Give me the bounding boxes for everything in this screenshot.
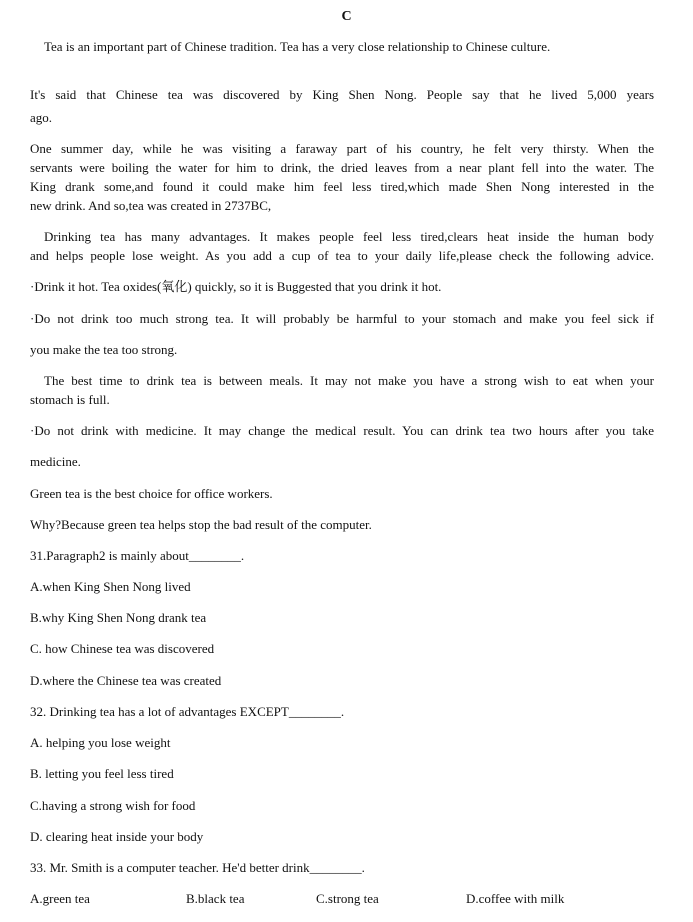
paragraph-7: Why?Because green tea helps stop the bad result of the computer. xyxy=(30,517,372,532)
advice-3-line-1: ·Do not drink with medicine. It may change the medical result. You can drink tea two hours after you take xyxy=(30,423,654,438)
paragraph-2-line-2: ago. xyxy=(30,110,53,125)
advice-3-line-2: medicine. xyxy=(30,454,81,469)
paragraph-5-line-2: stomach is full. xyxy=(30,392,110,407)
question-33-option-a: A.green tea xyxy=(30,891,90,906)
advice-2-line-2: you make the tea too strong. xyxy=(30,342,178,357)
paragraph-4-line-2: and helps people lose weight. As you add a cup of tea to your daily life,please check the following advice. xyxy=(30,248,654,263)
question-31-stem: 31.Paragraph2 is mainly about________. xyxy=(30,548,245,563)
question-32-option-b: B. letting you feel less tired xyxy=(30,766,174,781)
question-31-option-b: B.why King Shen Nong drank tea xyxy=(30,610,207,625)
question-33-stem: 33. Mr. Smith is a computer teacher. He'd better drink________. xyxy=(30,860,365,875)
question-32-stem: 32. Drinking tea has a lot of advantages EXCEPT________. xyxy=(30,704,345,719)
question-32-option-a: A. helping you lose weight xyxy=(30,735,171,750)
question-31-option-a: A.when King Shen Nong lived xyxy=(30,579,191,594)
advice-2-line-1: ·Do not drink too much strong tea. It will probably be harmful to your stomach and make you feel sick if xyxy=(30,311,654,326)
paragraph-3-line-2: servants were boiling the water for him to drink, the dried leaves from a near plant fell into the water. The xyxy=(30,160,654,175)
paragraph-6: Green tea is the best choice for office workers. xyxy=(30,486,273,501)
question-33-option-d: D.coffee with milk xyxy=(466,891,565,906)
paragraph-3-line-1: One summer day, while he was visiting a faraway part of his country, he felt very thirsty. When the xyxy=(30,141,654,156)
question-31-option-d: D.where the Chinese tea was created xyxy=(30,673,222,688)
paragraph-5-line-1: The best time to drink tea is between meals. It may not make you have a strong wish to eat when your xyxy=(44,373,654,388)
question-33-option-b: B.black tea xyxy=(186,891,245,906)
section-title: C xyxy=(341,9,352,24)
advice-1: ·Drink it hot. Tea oxides(氧化) quickly, so it is Buggested that you drink it hot. xyxy=(30,279,442,294)
paragraph-4-line-1: Drinking tea has many advantages. It makes people feel less tired,clears heat inside the human body xyxy=(44,229,654,244)
question-31-option-c: C. how Chinese tea was discovered xyxy=(30,641,215,656)
paragraph-1: Tea is an important part of Chinese tradition. Tea has a very close relationship to Chinese culture. xyxy=(44,39,551,54)
paragraph-2-line-1: It's said that Chinese tea was discovered by King Shen Nong. People say that he lived 5,000 years xyxy=(30,87,654,102)
question-32-option-c: C.having a strong wish for food xyxy=(30,798,196,813)
question-33-option-c: C.strong tea xyxy=(316,891,379,906)
paragraph-3-line-4: new drink. And so,tea was created in 2737BC, xyxy=(30,198,272,213)
paragraph-3-line-3: King drank some,and found it could make him feel less tired,which made Shen Nong interested in the xyxy=(30,179,654,194)
question-32-option-d: D. clearing heat inside your body xyxy=(30,829,204,844)
